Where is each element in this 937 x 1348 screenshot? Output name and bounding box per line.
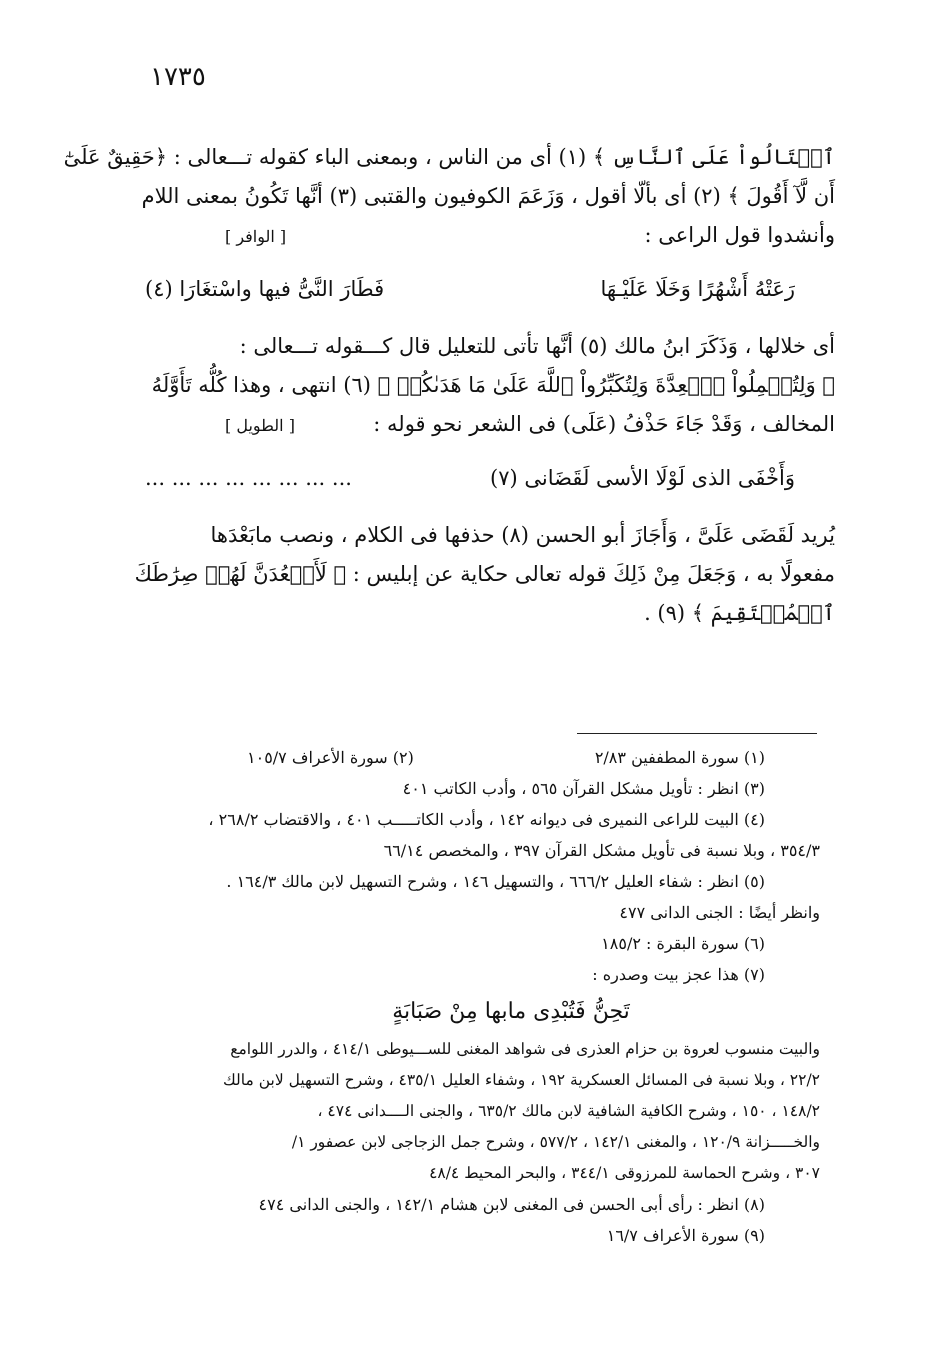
verse-intro: وأنشدوا قول الراعى : [644, 223, 835, 247]
footnotes [112, 742, 820, 1251]
text-line: ﴿ وَلِتُكۡمِلُواْ ٱلۡعِدَّةَ وَلِتُكَبِّرُواْ ٱللَّهَ عَلَىٰ مَا هَدَىٰكُمۡ ﴾ (٦) انتهى ، وهذا كُلُّه تَأَوَّلَهُ [151, 373, 835, 397]
footnote-3: (٣) انظر : تأويل مشكل القرآن ٥٦٥ ، وأدب الكاتب ٤٠١ [402, 779, 765, 798]
text-line: ٱكۡتَالُواْ عَلَى ٱلنَّاسِ ﴾ (١) أى من الناس ، وبمعنى الباء كقوله تـــعالى : ﴿حَقِيقٌ عَلَىٰٓ [63, 145, 835, 169]
footnote-line: ٣٠٧ ، وشرح الحماسة للمرزوقى ٣٤٤/١ ، والبحر المحيط ٤٨/٤ [429, 1164, 820, 1182]
text-line: أى خلالها ، وَذَكَرَ ابنُ مالك (٥) أنَّها تأتى للتعليل قال كـــقوله تـــعالى : [239, 334, 835, 358]
verse-second-hemistich: فَطَارَ النَّىُّ فيها واسْتغَارَا (٤) [145, 277, 385, 301]
verse-intro-line [115, 405, 835, 445]
footnote-7-sources [112, 1034, 820, 1189]
verse-first-hemistich: ... ... ... ... ... ... ... ... [145, 466, 352, 490]
verse-meter: [ الطويل ] [225, 416, 295, 435]
footnote-line: ٢٢/٢ ، وبلا نسبة فى المسائل العسكرية ١٩٢ ، وشفاء العليل ٤٣٥/١ ، وشرح التسهيل لابن مالك [222, 1071, 820, 1089]
footnote-9: (٩) سورة الأعراف ١٦/٧ [606, 1226, 765, 1245]
footnote-4: (٤) البيت للراعى النميرى فى ديوانه ١٤٢ ، وأدب الكاتـــــب ٤٠١ ، والاقتضاب ٢٦٨/٢ ، [208, 810, 765, 829]
footnote-line: والبيت منسوب لعروة بن حزام العذرى فى شواهد المغنى للســـيوطى ٤١٤/١ ، والدرر اللوامع [230, 1040, 820, 1058]
footnote-pair [112, 742, 820, 773]
footnote-8: (٨) انظر : رأى أبى الحسن فى المغنى لابن هشام ١٤٢/١ ، والجنى الدانى ٤٧٤ [258, 1195, 765, 1214]
footnote-5-continued: وانظر أيضًا : الجنى الدانى ٤٧٧ [619, 903, 820, 922]
text-line: يُريد لَقَضَى عَلَىَّ ، وَأَجَازَ أبو الحسن (٨) حذفها فى الكلام ، ونصب مابَعْدَها [210, 523, 835, 547]
text-line: أَن لَّآ أَقُولَ ﴾ (٢) أى بألّا أقول ، وَزَعَمَ الكوفيون والقتبى (٣) أنَّها تَكُونُ بمعنى اللام [141, 184, 835, 208]
footnote-2: (٢) سورة الأعراف ١٠٥/٧ [247, 748, 414, 767]
verse-intro: المخالف ، وَقَدْ جَاءَ حَذْفُ (عَلَى) فى الشعر نحو قوله : [373, 412, 835, 436]
text-line: ٱلۡمُسۡتَقِيمَ ﴾ (٩) . [644, 601, 835, 625]
text-line: مفعولًا به ، وَجَعَلَ مِنْ ذَلِكَ قوله تعالى حكاية عن إبليس : ﴿ لَأَقۡعُدَنَّ لَهُمۡ صِرَٰطَكَ [134, 562, 835, 586]
footnote-7-verse: تَحِنُّ فَتُبْدِى مابها مِنْ صَبَابَةٍ [392, 999, 630, 1024]
verse-second-hemistich: وَأَخْفَى الذى لَوْلَا الأسى لَقَضَانى (٧) [490, 466, 795, 490]
footnote-4-continued: ٣٥٤/٣ ، وبلا نسبة فى تأويل مشكل القرآن ٣٩٧ ، والمخصص ٦٦/١٤ [383, 841, 820, 860]
verse-first-hemistich: رَعَتْهُ أَشْهُرًا وَخَلَا عَلَيْـهَا [600, 277, 795, 301]
page-number: ١٧٣٥ [150, 62, 206, 92]
verse-intro-line [115, 216, 835, 256]
footnote-6: (٦) سورة البقرة : ١٨٥/٢ [601, 934, 765, 953]
footnote-5: (٥) انظر : شفاء العليل ٦٦٦/٢ ، والتسهيل ١٤٦ ، وشرح التسهيل لابن مالك ١٦٤/٣ . [226, 872, 765, 891]
footnote-1: (١) سورة المطففين ٢/٨٣ [594, 748, 765, 767]
footnote-line: والخـــــزانة ١٢٠/٩ ، والمغنى ١٤٢/١ ، ٥٧٧/٢ ، وشرح جمل الزجاجى لابن عصفور ١/ [291, 1133, 820, 1151]
verse-meter: [ الوافر ] [225, 227, 287, 246]
poetry-verse [145, 270, 795, 309]
poetry-verse [145, 459, 795, 498]
footnote-divider [577, 733, 817, 734]
footnote-line: ١٤٨/٢ ، ١٥٠ ، وشرح الكافية الشافية لابن مالك ٦٣٥/٢ ، والجنى الــــدانى ٤٧٤ ، [317, 1102, 820, 1120]
main-text [63, 138, 835, 633]
footnote-7: (٧) هذا عجز بيت وصدره : [592, 965, 765, 984]
